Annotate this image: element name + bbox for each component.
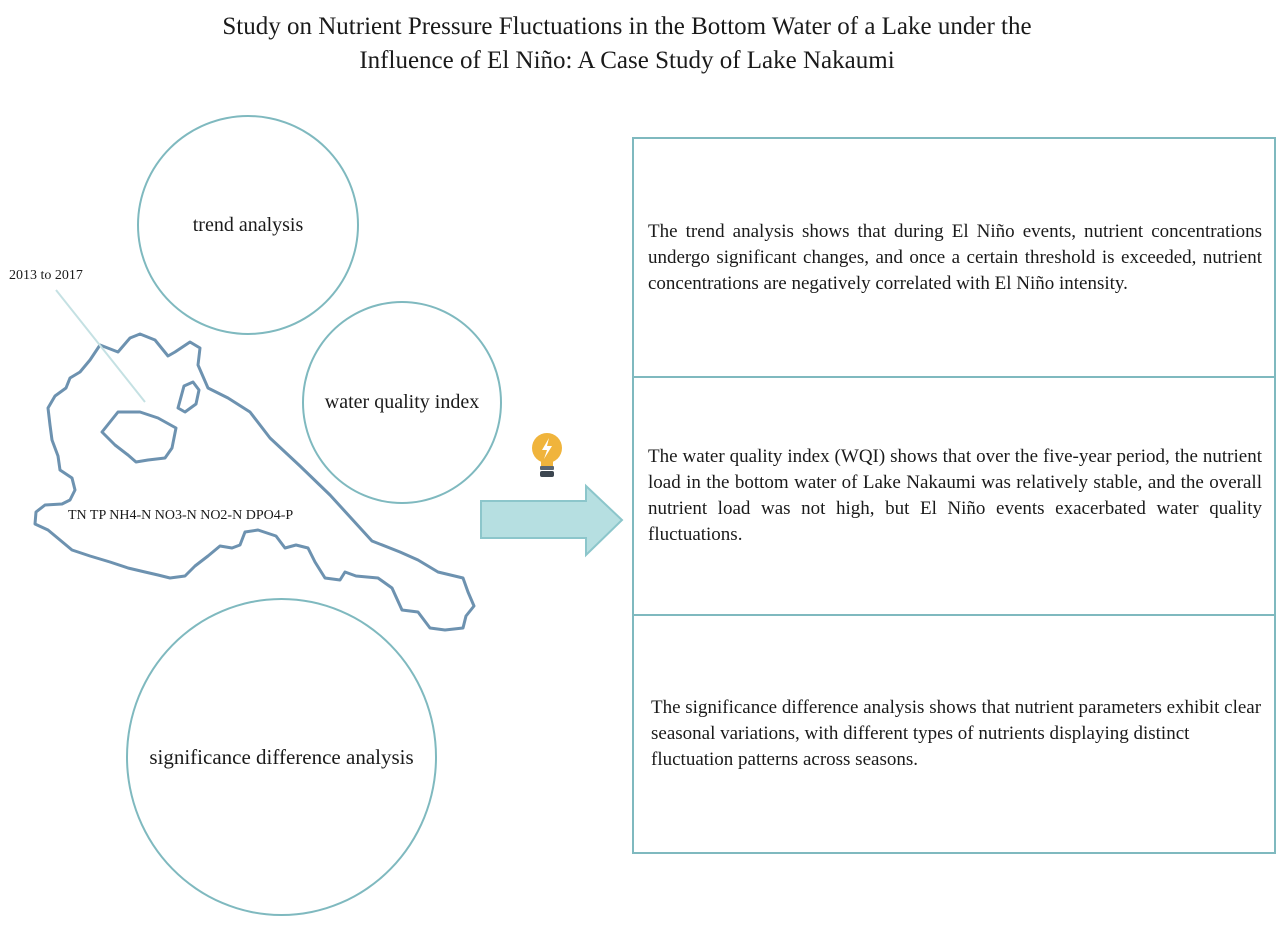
- title-line-2: Influence of El Niño: A Case Study of Lake Nakaumi: [359, 47, 895, 74]
- finding-trend-text: The trend analysis shows that during El Niño events, nutrient concentrations undergo significant changes, and once a certain threshold is exceeded, nutrient concentrations are negatively correlated with El Niño intensity.: [648, 220, 1262, 294]
- water-quality-index-circle: [302, 301, 502, 504]
- lake-small-island: [178, 382, 199, 412]
- period-pointer-line: [56, 290, 145, 402]
- finding-wqi: [634, 378, 1274, 616]
- lake-island: [102, 412, 176, 462]
- period-label: 2013 to 2017: [9, 268, 83, 283]
- water-quality-index-label: water quality index: [324, 391, 480, 413]
- trend-analysis-circle: [137, 115, 359, 335]
- finding-significance-text: The significance difference analysis shows that nutrient parameters exhibit clear seasonal variations, with different types of nutrients displaying distinct fluctuation patterns across seasons.: [651, 697, 1262, 770]
- findings-panel: [632, 137, 1276, 854]
- finding-significance: [634, 616, 1274, 852]
- lightbulb-icon: [529, 430, 565, 486]
- finding-wqi-text: The water quality index (WQI) shows that over the five-year period, the nutrient load in the bottom water of Lake Nakaumi was relatively stable, and the overall nutrient load was not high, but El Niño events exacerbated water quality fluctuations.: [648, 446, 1262, 545]
- trend-analysis-label: trend analysis: [192, 213, 304, 236]
- finding-trend: [634, 139, 1274, 378]
- significance-analysis-circle: [126, 598, 437, 916]
- significance-analysis-label: significance difference analysis: [149, 744, 414, 769]
- page-title: [0, 10, 1254, 78]
- nutrient-parameters-label: TN TP NH4-N NO3-N NO2-N DPO4-P: [68, 508, 294, 523]
- right-arrow-icon: [481, 486, 622, 555]
- title-line-1: Study on Nutrient Pressure Fluctuations in the Bottom Water of a Lake under the: [222, 13, 1032, 40]
